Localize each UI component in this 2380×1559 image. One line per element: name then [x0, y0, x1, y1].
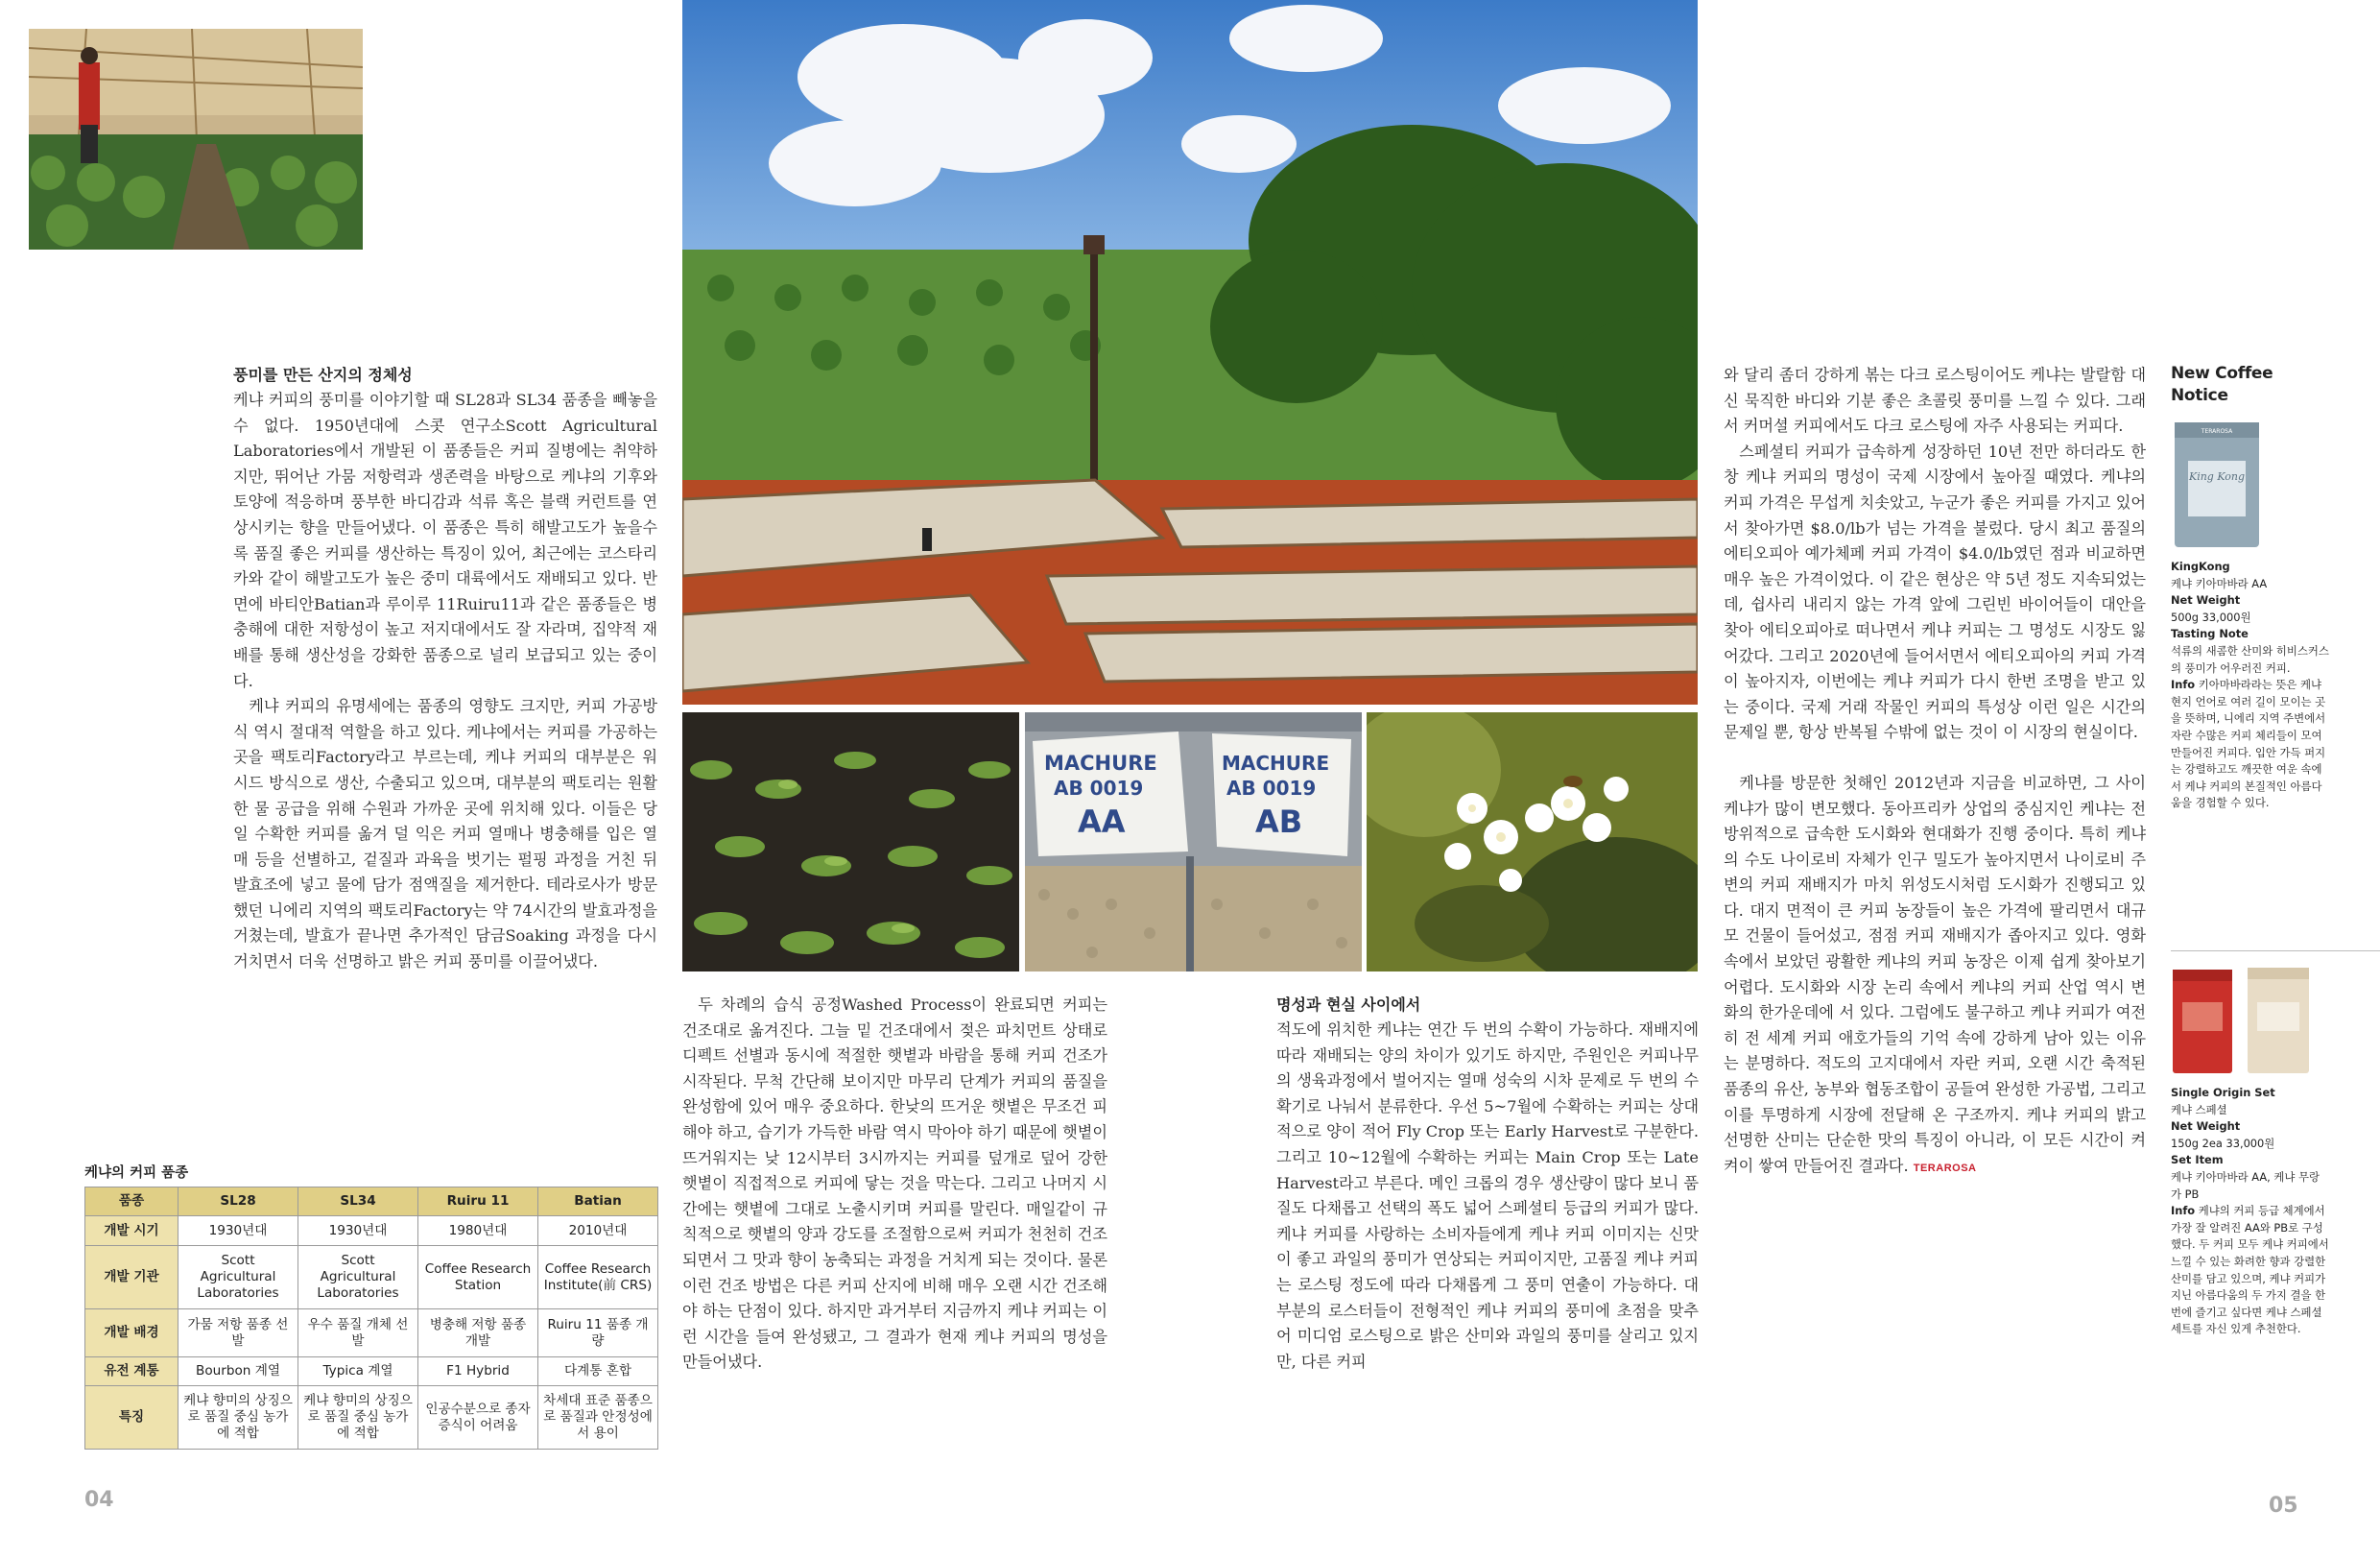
sidebar-title-line1: New Coffee — [2171, 364, 2273, 383]
product1-info-label: Info — [2171, 678, 2196, 692]
variety-table-title: 케냐의 커피 품종 — [84, 1165, 189, 1181]
table-cell: 케냐 향미의 상징으로 품질 중심 농가에 적합 — [298, 1386, 418, 1450]
section-heading-origin: 풍미를 만든 산지의 정체성 — [233, 366, 413, 384]
table-cell: Scott Agricultural Laboratories — [178, 1246, 298, 1309]
table-cell: Coffee Research Institute(前 CRS) — [538, 1246, 658, 1309]
sidebar-title-line2: Notice — [2171, 386, 2228, 405]
sidebar-divider — [2171, 950, 2380, 951]
table-corner: 품종 — [85, 1187, 178, 1216]
sign-right-name: MACHURE — [1222, 752, 1330, 775]
product1-name-label: KingKong — [2171, 560, 2230, 573]
product2-name-value: 케냐 스페셜 — [2171, 1102, 2227, 1116]
product2-name-label: Single Origin Set — [2171, 1086, 2275, 1099]
single-origin-set-info — [2171, 1085, 2330, 1338]
terarosa-brand-mark: TERAROSA — [1913, 1162, 1977, 1174]
kingkong-product-info — [2171, 559, 2330, 812]
variety-table — [84, 1187, 658, 1450]
right-col1-paragraph: 적도에 위치한 케냐는 연간 두 번의 수확이 가능하다. 재배지에 따라 재배되는 양의 차이가 있기도 하지만, 주원인은 커피나무의 생육과정에서 벌어지는 열매 성숙의 시차 문제로 두 번의 수확기로 나눠서 분류한다. 우선 5~7월에 수확하는 커피는 상대적으로 양이 적어 Fly Crop 또는 Early Harvest로 구분한다. 그리고 10~12월에 수확하는 커피는 Main Crop 또는 Late Harvest라고 부른다. 메인 크롭의 경우 생산량이 많다 보니 품질도 다채롭고 선택의 폭도 넓어 스페셜티 등급의 커피가 많다. 케냐 커피를 사랑하는 소비자들에게 케냐 커피 이미지는 신맛이 좋고 과일의 풍미가 연상되는 커피이지만, 고품질 케냐 커피는 로스팅 정도에 따라 다채롭게 그 풍미 연출이 가능하다. 대부분의 로스터들이 전형적인 케냐 커피의 풍미에 초점을 맞추어 미디엄 로스팅으로 밝은 산미와 과일의 풍미를 살리고 있지만, 다른 커피 — [1276, 1020, 1699, 1371]
left-paragraph-2: 케냐 커피의 유명세에는 품종의 영향도 크지만, 커피 가공방식 역시 절대적 역할을 하고 있다. 케냐에서는 커피를 가공하는 곳을 팩토리Factory라고 부르는데, 케냐 커피의 대부분은 워시드 방식으로 생산, 수출되고 있으며, 대부분의 팩토리는 원활한 물 공급을 위해 수원과 가까운 곳에 위치해 있다. 이들은 당일 수확한 커피를 옮겨 덜 익은 커피 열매나 병충해를 입은 열매 등을 선별하고, 겉질과 과육을 벗기는 펄핑 과정을 거친 뒤 발효조에 넣고 물에 담가 점액질을 제거한다. 테라로사가 방문했던 니에리 지역의 팩토리Factory는 약 74시간의 발효과정을 거쳤는데, 발효가 끝나면 추가적인 담금Soaking 과정을 다시 거치면서 더욱 선명하고 밝은 커피 풍미를 이끌어냈다. — [233, 697, 657, 971]
product1-name-value: 케냐 키아마바라 AA — [2171, 576, 2268, 590]
product1-weight-value: 500g 33,000원 — [2171, 610, 2251, 624]
row-header: 개발 배경 — [85, 1309, 178, 1357]
sign-right-code: AB 0019 — [1226, 777, 1317, 800]
table-row — [85, 1216, 658, 1246]
middle-article — [682, 993, 1107, 1376]
product2-set-label: Set Item — [2171, 1153, 2224, 1167]
green-beans-photo — [1025, 712, 1362, 971]
row-header: 특징 — [85, 1386, 178, 1450]
drying-beds-photo — [682, 0, 1698, 705]
bag-name-text: King Kong — [2188, 470, 2246, 483]
right-article-col1 — [1276, 993, 1699, 1375]
table-row — [85, 1246, 658, 1309]
bag-brand-text: TERAROSA — [2201, 428, 2233, 435]
product2-weight-label: Net Weight — [2171, 1119, 2241, 1134]
right-col2-paragraph-1: 와 달리 좀더 강하게 볶는 다크 로스팅이어도 케냐는 발랄함 대신 묵직한 바디와 기분 좋은 초콜릿 풍미를 느낄 수 있다. 그래서 커머셜 커피에서도 다크 로스팅에 자주 사용되는 커피다. — [1724, 366, 2146, 436]
table-cell: Bourbon 계열 — [178, 1357, 298, 1386]
nursery-worker-photo — [29, 29, 363, 250]
kingkong-bag-image — [2171, 419, 2263, 551]
table-header-row — [85, 1187, 658, 1216]
table-cell: Scott Agricultural Laboratories — [298, 1246, 418, 1309]
row-header: 개발 시기 — [85, 1216, 178, 1246]
product1-tasting-value: 석류의 새콤한 산미와 히비스커스의 풍미가 어우러진 커피. — [2171, 643, 2329, 675]
middle-paragraph: 두 차례의 습식 공정Washed Process이 완료되면 커피는 건조대로 옮겨진다. 그늘 밑 건조대에서 젖은 파치먼트 상태로 디펙트 선별과 동시에 적절한 햇볕과 바람을 통해 커피 건조가 시작된다. 무척 간단해 보이지만 마무리 단계가 커피의 품질을 완성함에 있어 매우 중요하다. 한낮의 뜨거운 햇볕은 무조건 피해야 하고, 습기가 가득한 바람 역시 막아야 하기 때문에 햇볕이 뜨거워지는 낮 12시부터 3시까지는 커피를 덮개로 덮어 강한 햇볕이 직접적으로 커피에 닿는 것을 막는다. 그리고 나머지 시간에는 햇볕에 그대로 노출시키며 커피를 말린다. 매일같이 규칙적으로 햇볕의 양과 강도를 조절함으로써 커피가 천천히 건조되면서 그 맛과 향이 농축되는 과정을 거치게 되는 것이다. 물론 이런 건조 방법은 다른 커피 산지에 비해 매우 오랜 시간 건조해야 하는 단점이 있다. 하지만 과거부터 지금까지 케냐 커피는 이런 시간을 들여 완성됐고, 그 결과가 현재 케냐 커피의 명성을 만들어냈다. — [682, 995, 1107, 1372]
column-header: Batian — [538, 1187, 658, 1216]
table-cell: 차세대 표준 품종으로 품질과 안정성에서 용이 — [538, 1386, 658, 1450]
product2-weight-value: 150g 2ea 33,000원 — [2171, 1136, 2275, 1150]
single-origin-set-image — [2171, 964, 2315, 1077]
section-heading-reputation: 명성과 현실 사이에서 — [1276, 995, 1421, 1014]
table-cell: 병충해 저항 품종 개발 — [418, 1309, 538, 1357]
table-cell: 인공수분으로 종자 증식이 어려움 — [418, 1386, 538, 1450]
product1-info-line — [2171, 678, 2325, 809]
row-header: 개발 기관 — [85, 1246, 178, 1309]
table-cell: 1930년대 — [178, 1216, 298, 1246]
product1-weight-label: Net Weight — [2171, 593, 2241, 608]
table-cell: Coffee Research Station — [418, 1246, 538, 1309]
right-col2-paragraph-3: 케냐를 방문한 첫해인 2012년과 지금을 비교하면, 그 사이 케냐가 많이 변모했다. 동아프리카 상업의 중심지인 케냐는 전방위적으로 급속한 도시화와 현대화가 진행 중이다. 특히 케냐의 수도 나이로비 자체가 인구 밀도가 높아지면서 나이로비 주변의 커피 재배지가 마치 위성도시처럼 도시화가 진행되고 있다. 대지 면적이 큰 커피 농장들이 높은 가격에 팔리면서 대규모 건물이 들어섰고, 점점 커피 재배지가 좁아지고 있다. 영화 속에서 보았던 광활한 케냐의 커피 농장은 이제 쉽게 찾아보기 어렵다. 도시화와 시장 논리 속에서 케냐의 커피 산업 역시 변화의 한가운데에 서 있다. 그럼에도 불구하고 케냐 커피가 여전히 전 세계 커피 애호가들의 기억 속에 강하게 남아 있는 이유는 분명하다. 적도의 고지대에서 자란 커피, 오랜 시간 축적된 품종의 유산, 농부와 협동조합이 공들여 완성한 가공법, 그리고 이를 투명하게 시장에 전달해 온 구조까지. 케냐 커피의 밝고 선명한 산미는 단순한 맛의 특징이 아니라, 이 모든 시간이 켜켜이 쌓여 만들어진 결과다. — [1724, 773, 2146, 1175]
product1-info-value: 키아마바라라는 뜻은 케냐 현지 언어로 여러 길이 모이는 곳을 뜻하며, 니에리 지역 주변에서 자란 수많은 커피 체리들이 모여 만들어진 커피다. 입안 가득 퍼지는 강렬하고도 깨끗한 여운 속에서 케냐 커피의 본질적인 아름다움을 경험할 수 있다. — [2171, 678, 2326, 810]
left-article — [233, 363, 657, 975]
seedlings-photo — [682, 712, 1019, 971]
page-number-right: 05 — [2269, 1494, 2298, 1518]
left-paragraph-1: 케냐 커피의 풍미를 이야기할 때 SL28과 SL34 품종을 빼놓을 수 없다. 1950년대에 스콧 연구소Scott Agricultural Laboratories에서 개발된 이 품종들은 커피 질병에는 취약하지만, 뛰어난 가뭄 저항력과 생존력을 바탕으로 케냐의 기후와 토양에 적응하며 풍부한 바디감과 석류 혹은 블랙 커런트를 연상시키는 향을 만들어냈다. 이 품종은 특히 해발고도가 높을수록 품질 좋은 커피를 생산하는 특징이 있어, 최근에는 코스타리카와 같이 해발고도가 높은 중미 대륙에서도 재배되고 있다. 반면에 바티안Batian과 루이루 11Ruiru11과 같은 품종들은 병충해에 대한 저항성이 높고 저지대에서도 잘 자라며, 집약적 재배를 통해 생산성을 강화한 품종으로 널리 보급되고 있는 중이다. — [233, 391, 657, 690]
sign-right-grade: AB — [1255, 803, 1303, 840]
product2-info-value: 케냐의 커피 등급 체계에서 가장 잘 알려진 AA와 PB로 구성했다. 두 커피 모두 케냐 커피에서 느낄 수 있는 화려한 향과 강렬한 산미를 담고 있으며, 케냐 커피가 지닌 아름다움의 두 가지 결을 한 번에 즐기고 싶다면 케냐 스페셜 세트를 자신 있게 추천한다. — [2171, 1204, 2329, 1336]
sign-left-code: AB 0019 — [1054, 777, 1144, 800]
column-header: SL34 — [298, 1187, 418, 1216]
table-cell: 우수 품질 개체 선발 — [298, 1309, 418, 1357]
table-cell: 다계통 혼합 — [538, 1357, 658, 1386]
product2-info-line — [2171, 1204, 2329, 1335]
product1-tasting-label: Tasting Note — [2171, 627, 2249, 641]
table-cell: F1 Hybrid — [418, 1357, 538, 1386]
right-article-col2 — [1724, 363, 2146, 1181]
product2-set-value: 케냐 키아마바라 AA, 케냐 무랑가 PB — [2171, 1169, 2320, 1201]
table-cell: Ruiru 11 품종 개량 — [538, 1309, 658, 1357]
table-cell: 1980년대 — [418, 1216, 538, 1246]
table-cell: 가뭄 저항 품종 선발 — [178, 1309, 298, 1357]
product2-info-label: Info — [2171, 1204, 2196, 1218]
row-header: 유전 계통 — [85, 1357, 178, 1386]
table-row — [85, 1309, 658, 1357]
page-number-left: 04 — [84, 1488, 114, 1512]
table-cell: 케냐 향미의 상징으로 품질 중심 농가에 적합 — [178, 1386, 298, 1450]
coffee-flowers-photo — [1367, 712, 1698, 971]
column-header: Ruiru 11 — [418, 1187, 538, 1216]
right-col2-paragraph-2: 스페셜티 커피가 급속하게 성장하던 10년 전만 하더라도 한창 케냐 커피의 명성이 국제 시장에서 높아질 때였다. 케냐의 커피 가격은 무섭게 치솟았고, 누군가 좋은 커피를 가지고 있어서 찾아가면 $8.0/lb가 넘는 가격을 불렀다. 당시 최고 품질의 에티오피아 예가체페 커피 가격이 $4.0/lb였던 점과 비교하면 매우 높은 가격이었다. 이 같은 현상은 약 5년 정도 지속되었는데, 쉽사리 내리지 않는 가격 앞에 그린빈 바이어들이 대안을 찾아 에티오피아로 떠나면서 케냐 커피는 그 명성도 시장도 잃어갔다. 그리고 2020년에 들어서면서 에티오피아의 커피 가격이 높아지자, 이번에는 케냐 커피가 다시 한번 조명을 받고 있는 중이다. 국제 거래 작물인 커피의 특성상 이런 일은 시간의 문제일 뿐, 항상 반복될 수밖에 없는 것이 이 시장의 현실이다. — [1724, 442, 2146, 742]
table-cell: 2010년대 — [538, 1216, 658, 1246]
table-cell: Typica 계열 — [298, 1357, 418, 1386]
table-row — [85, 1357, 658, 1386]
right-col2-paragraph-3-wrap — [1724, 771, 2146, 1182]
new-coffee-sidebar — [2171, 363, 2332, 407]
table-row — [85, 1386, 658, 1450]
sign-left-grade: AA — [1078, 803, 1126, 840]
column-header: SL28 — [178, 1187, 298, 1216]
table-cell: 1930년대 — [298, 1216, 418, 1246]
sign-left-name: MACHURE — [1044, 752, 1157, 775]
